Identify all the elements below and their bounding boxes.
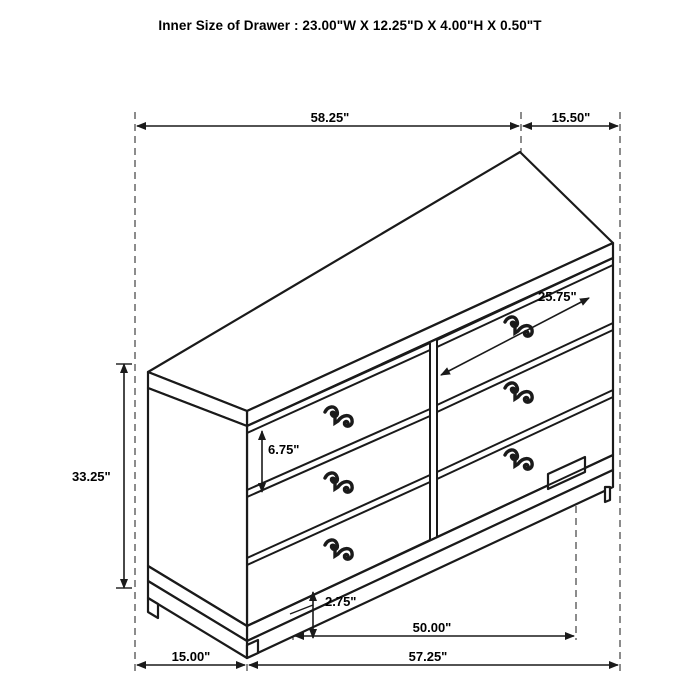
- dimension-label-base-width-inner: 50.00": [412, 620, 452, 635]
- dimension-label-front-width-bottom: 57.25": [408, 649, 448, 664]
- dimension-label-base-clearance: 2.75": [325, 594, 357, 609]
- foot-right: [605, 487, 610, 502]
- dimension-label-overall-height: 33.25": [72, 469, 111, 484]
- page-title: Inner Size of Drawer : 23.00"W X 12.25"D X 4.00"H X 0.50"T: [158, 18, 542, 33]
- dimension-label-side-depth-bottom: 15.00": [171, 649, 211, 664]
- dimension-label-top-depth-right: 15.50": [551, 110, 591, 125]
- dimension-label-drawer-height: 6.75": [268, 442, 300, 457]
- dimension-label-top-width-main: 58.25": [310, 110, 350, 125]
- dimension-label-diagonal-depth: 25.75": [538, 289, 577, 304]
- dresser-body: [148, 152, 613, 658]
